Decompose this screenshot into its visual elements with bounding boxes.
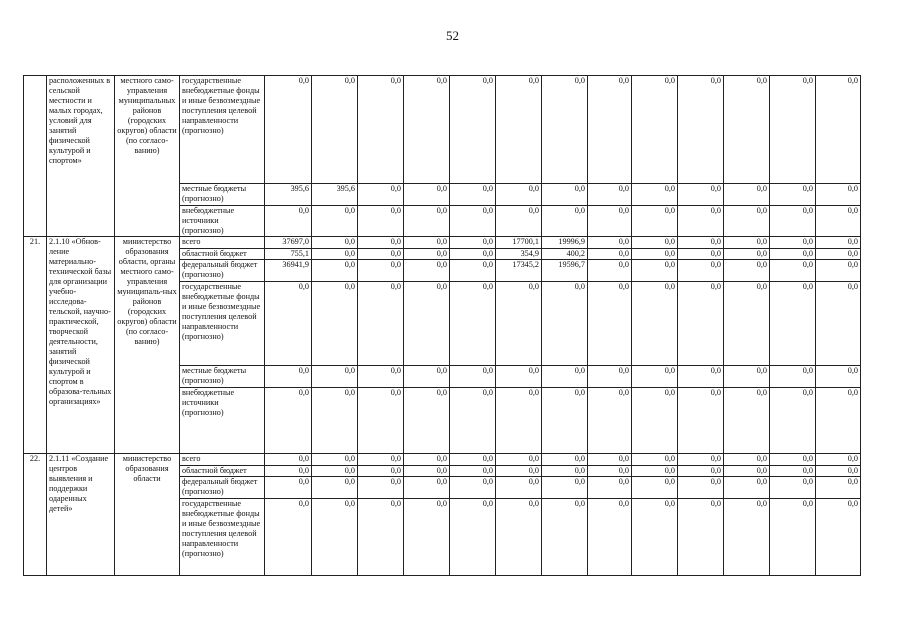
amount-cell: 0,0 xyxy=(312,499,358,576)
amount-cell: 0,0 xyxy=(588,466,632,477)
amount-cell: 0,0 xyxy=(404,366,450,388)
amount-cell: 0,0 xyxy=(678,237,724,249)
amount-cell: 37697,0 xyxy=(265,237,312,249)
amount-cell: 0,0 xyxy=(265,206,312,237)
amount-cell: 0,0 xyxy=(312,237,358,249)
amount-cell: 0,0 xyxy=(770,76,816,184)
funding-source: федеральный бюджет (прогнозно) xyxy=(180,477,265,499)
amount-cell: 0,0 xyxy=(588,454,632,466)
amount-cell: 0,0 xyxy=(358,206,404,237)
amount-cell: 0,0 xyxy=(496,206,542,237)
amount-cell: 0,0 xyxy=(678,249,724,260)
amount-cell: 0,0 xyxy=(816,454,861,466)
amount-cell: 0,0 xyxy=(588,388,632,454)
amount-cell: 0,0 xyxy=(770,466,816,477)
amount-cell: 0,0 xyxy=(450,282,496,366)
amount-cell: 0,0 xyxy=(632,366,678,388)
amount-cell: 0,0 xyxy=(358,237,404,249)
amount-cell: 0,0 xyxy=(678,477,724,499)
amount-cell: 0,0 xyxy=(724,477,770,499)
amount-cell: 0,0 xyxy=(632,260,678,282)
amount-cell: 0,0 xyxy=(404,499,450,576)
amount-cell: 0,0 xyxy=(770,388,816,454)
amount-cell: 0,0 xyxy=(588,499,632,576)
amount-cell: 0,0 xyxy=(265,466,312,477)
amount-cell: 0,0 xyxy=(770,477,816,499)
amount-cell: 0,0 xyxy=(770,184,816,206)
amount-cell: 0,0 xyxy=(358,249,404,260)
amount-cell: 0,0 xyxy=(632,477,678,499)
amount-cell: 0,0 xyxy=(450,366,496,388)
amount-cell: 0,0 xyxy=(404,388,450,454)
amount-cell: 0,0 xyxy=(450,76,496,184)
amount-cell: 0,0 xyxy=(632,249,678,260)
amount-cell: 0,0 xyxy=(632,184,678,206)
amount-cell: 0,0 xyxy=(450,249,496,260)
amount-cell: 0,0 xyxy=(496,282,542,366)
amount-cell: 0,0 xyxy=(358,366,404,388)
amount-cell: 0,0 xyxy=(312,282,358,366)
amount-cell: 0,0 xyxy=(265,454,312,466)
amount-cell: 0,0 xyxy=(816,366,861,388)
amount-cell: 0,0 xyxy=(312,466,358,477)
amount-cell: 0,0 xyxy=(816,466,861,477)
amount-cell: 0,0 xyxy=(265,366,312,388)
amount-cell: 0,0 xyxy=(450,477,496,499)
amount-cell: 0,0 xyxy=(542,499,588,576)
amount-cell: 0,0 xyxy=(678,76,724,184)
table-row xyxy=(24,454,861,466)
amount-cell: 0,0 xyxy=(450,260,496,282)
amount-cell: 0,0 xyxy=(724,237,770,249)
budget-table xyxy=(23,75,861,576)
amount-cell: 0,0 xyxy=(542,388,588,454)
amount-cell: 0,0 xyxy=(816,237,861,249)
amount-cell: 0,0 xyxy=(724,282,770,366)
amount-cell: 0,0 xyxy=(450,466,496,477)
amount-cell: 0,0 xyxy=(358,76,404,184)
amount-cell: 0,0 xyxy=(632,466,678,477)
page-number: 52 xyxy=(446,28,459,43)
funding-source: местные бюджеты (прогнозно) xyxy=(180,366,265,388)
amount-cell: 0,0 xyxy=(678,366,724,388)
funding-source: областной бюджет xyxy=(180,466,265,477)
amount-cell: 0,0 xyxy=(542,282,588,366)
amount-cell: 0,0 xyxy=(588,249,632,260)
amount-cell: 0,0 xyxy=(678,454,724,466)
amount-cell: 0,0 xyxy=(265,76,312,184)
amount-cell: 0,0 xyxy=(588,76,632,184)
amount-cell: 0,0 xyxy=(450,184,496,206)
amount-cell: 0,0 xyxy=(358,466,404,477)
amount-cell: 0,0 xyxy=(678,184,724,206)
funding-source: федеральный бюджет (прогнозно) xyxy=(180,260,265,282)
amount-cell: 17700,1 xyxy=(496,237,542,249)
amount-cell: 395,6 xyxy=(265,184,312,206)
amount-cell: 0,0 xyxy=(588,206,632,237)
amount-cell: 0,0 xyxy=(542,206,588,237)
amount-cell: 0,0 xyxy=(404,76,450,184)
amount-cell: 0,0 xyxy=(358,477,404,499)
amount-cell: 0,0 xyxy=(404,206,450,237)
amount-cell: 0,0 xyxy=(816,499,861,576)
amount-cell: 0,0 xyxy=(542,477,588,499)
amount-cell: 0,0 xyxy=(724,466,770,477)
amount-cell: 0,0 xyxy=(312,388,358,454)
funding-source: государственные внебюджетные фонды и иные безвозмездные поступления целевой направленности (прогнозно) xyxy=(180,499,265,576)
amount-cell: 0,0 xyxy=(588,366,632,388)
funding-source: всего xyxy=(180,454,265,466)
amount-cell: 0,0 xyxy=(450,499,496,576)
event-name: 2.1.10 «Обнов-ление материально-технической базы для организации учебно-исследова-тельской, научно-практической, творческой деятельности, занятий физической культурой и спортом в образова-тельных организациях» xyxy=(47,237,115,454)
amount-cell: 0,0 xyxy=(450,388,496,454)
amount-cell: 19596,7 xyxy=(542,260,588,282)
amount-cell: 0,0 xyxy=(404,477,450,499)
amount-cell: 0,0 xyxy=(542,76,588,184)
amount-cell: 0,0 xyxy=(588,260,632,282)
amount-cell: 0,0 xyxy=(496,454,542,466)
event-name: расположенных в сельской местности и малых городах, условий для занятий физической культурой и спортом» xyxy=(47,76,115,237)
amount-cell: 0,0 xyxy=(404,282,450,366)
amount-cell: 0,0 xyxy=(404,249,450,260)
amount-cell: 0,0 xyxy=(632,237,678,249)
amount-cell: 17345,2 xyxy=(496,260,542,282)
amount-cell: 0,0 xyxy=(496,388,542,454)
amount-cell: 0,0 xyxy=(724,388,770,454)
amount-cell: 0,0 xyxy=(724,260,770,282)
amount-cell: 0,0 xyxy=(496,499,542,576)
amount-cell: 0,0 xyxy=(678,388,724,454)
row-number: 22. xyxy=(24,454,47,576)
amount-cell: 0,0 xyxy=(542,184,588,206)
amount-cell: 0,0 xyxy=(816,76,861,184)
amount-cell: 0,0 xyxy=(450,454,496,466)
amount-cell: 0,0 xyxy=(770,237,816,249)
executor-name: местного само-управления муниципальных районов (городских округов) области (по согласо-ванию) xyxy=(115,76,180,237)
amount-cell: 0,0 xyxy=(265,477,312,499)
amount-cell: 0,0 xyxy=(632,76,678,184)
row-number: 21. xyxy=(24,237,47,454)
amount-cell: 0,0 xyxy=(404,184,450,206)
amount-cell: 0,0 xyxy=(770,366,816,388)
row-number xyxy=(24,76,47,237)
amount-cell: 19996,9 xyxy=(542,237,588,249)
amount-cell: 0,0 xyxy=(358,282,404,366)
amount-cell: 0,0 xyxy=(724,249,770,260)
amount-cell: 0,0 xyxy=(496,366,542,388)
amount-cell: 0,0 xyxy=(312,206,358,237)
amount-cell: 0,0 xyxy=(816,282,861,366)
amount-cell: 0,0 xyxy=(404,260,450,282)
table-row xyxy=(24,76,861,184)
amount-cell: 0,0 xyxy=(770,454,816,466)
funding-source: государственные внебюджетные фонды и иные безвозмездные поступления целевой направленности (прогнозно) xyxy=(180,282,265,366)
amount-cell: 0,0 xyxy=(450,237,496,249)
amount-cell: 0,0 xyxy=(404,466,450,477)
amount-cell: 0,0 xyxy=(632,388,678,454)
amount-cell: 0,0 xyxy=(496,477,542,499)
amount-cell: 0,0 xyxy=(265,499,312,576)
amount-cell: 0,0 xyxy=(816,477,861,499)
amount-cell: 0,0 xyxy=(312,260,358,282)
event-name: 2.1.11 «Создание центров выявления и поддержки одаренных детей» xyxy=(47,454,115,576)
amount-cell: 0,0 xyxy=(358,454,404,466)
amount-cell: 0,0 xyxy=(588,477,632,499)
amount-cell: 0,0 xyxy=(312,249,358,260)
amount-cell: 0,0 xyxy=(542,454,588,466)
amount-cell: 0,0 xyxy=(816,249,861,260)
funding-source: всего xyxy=(180,237,265,249)
amount-cell: 0,0 xyxy=(724,366,770,388)
amount-cell: 0,0 xyxy=(770,249,816,260)
amount-cell: 0,0 xyxy=(358,184,404,206)
amount-cell: 0,0 xyxy=(358,260,404,282)
amount-cell: 0,0 xyxy=(588,237,632,249)
amount-cell: 0,0 xyxy=(265,282,312,366)
funding-source: областной бюджет xyxy=(180,249,265,260)
funding-source: государственные внебюджетные фонды и иные безвозмездные поступления целевой направленности (прогнозно) xyxy=(180,76,265,184)
amount-cell: 0,0 xyxy=(770,499,816,576)
amount-cell: 0,0 xyxy=(312,454,358,466)
amount-cell: 0,0 xyxy=(588,184,632,206)
amount-cell: 0,0 xyxy=(816,184,861,206)
amount-cell: 0,0 xyxy=(404,237,450,249)
amount-cell: 0,0 xyxy=(496,76,542,184)
amount-cell: 0,0 xyxy=(816,206,861,237)
amount-cell: 0,0 xyxy=(632,282,678,366)
amount-cell: 755,1 xyxy=(265,249,312,260)
amount-cell: 0,0 xyxy=(632,454,678,466)
table-row xyxy=(24,237,861,249)
amount-cell: 0,0 xyxy=(770,260,816,282)
funding-source: внебюджетные источники (прогнозно) xyxy=(180,388,265,454)
amount-cell: 395,6 xyxy=(312,184,358,206)
amount-cell: 0,0 xyxy=(678,499,724,576)
amount-cell: 0,0 xyxy=(816,260,861,282)
amount-cell: 0,0 xyxy=(770,282,816,366)
amount-cell: 400,2 xyxy=(542,249,588,260)
funding-source: местные бюджеты (прогнозно) xyxy=(180,184,265,206)
funding-source: внебюджетные источники (прогнозно) xyxy=(180,206,265,237)
amount-cell: 0,0 xyxy=(678,206,724,237)
amount-cell: 0,0 xyxy=(588,282,632,366)
amount-cell: 0,0 xyxy=(724,76,770,184)
amount-cell: 0,0 xyxy=(724,206,770,237)
amount-cell: 0,0 xyxy=(678,282,724,366)
amount-cell: 0,0 xyxy=(770,206,816,237)
amount-cell: 0,0 xyxy=(632,499,678,576)
executor-name: министерство образования области, органы местного само-управления муниципаль-ных районов (городских округов) области (по согласо-ванию) xyxy=(115,237,180,454)
amount-cell: 0,0 xyxy=(678,260,724,282)
amount-cell: 0,0 xyxy=(678,466,724,477)
amount-cell: 0,0 xyxy=(724,454,770,466)
amount-cell: 0,0 xyxy=(724,499,770,576)
executor-name: министерство образования области xyxy=(115,454,180,576)
amount-cell: 0,0 xyxy=(496,184,542,206)
amount-cell: 0,0 xyxy=(816,388,861,454)
amount-cell: 0,0 xyxy=(496,466,542,477)
amount-cell: 0,0 xyxy=(312,366,358,388)
amount-cell: 36941,9 xyxy=(265,260,312,282)
amount-cell: 0,0 xyxy=(265,388,312,454)
amount-cell: 0,0 xyxy=(358,499,404,576)
amount-cell: 354,9 xyxy=(496,249,542,260)
amount-cell: 0,0 xyxy=(450,206,496,237)
amount-cell: 0,0 xyxy=(312,76,358,184)
amount-cell: 0,0 xyxy=(632,206,678,237)
amount-cell: 0,0 xyxy=(542,466,588,477)
amount-cell: 0,0 xyxy=(312,477,358,499)
amount-cell: 0,0 xyxy=(542,366,588,388)
amount-cell: 0,0 xyxy=(358,388,404,454)
amount-cell: 0,0 xyxy=(404,454,450,466)
amount-cell: 0,0 xyxy=(724,184,770,206)
